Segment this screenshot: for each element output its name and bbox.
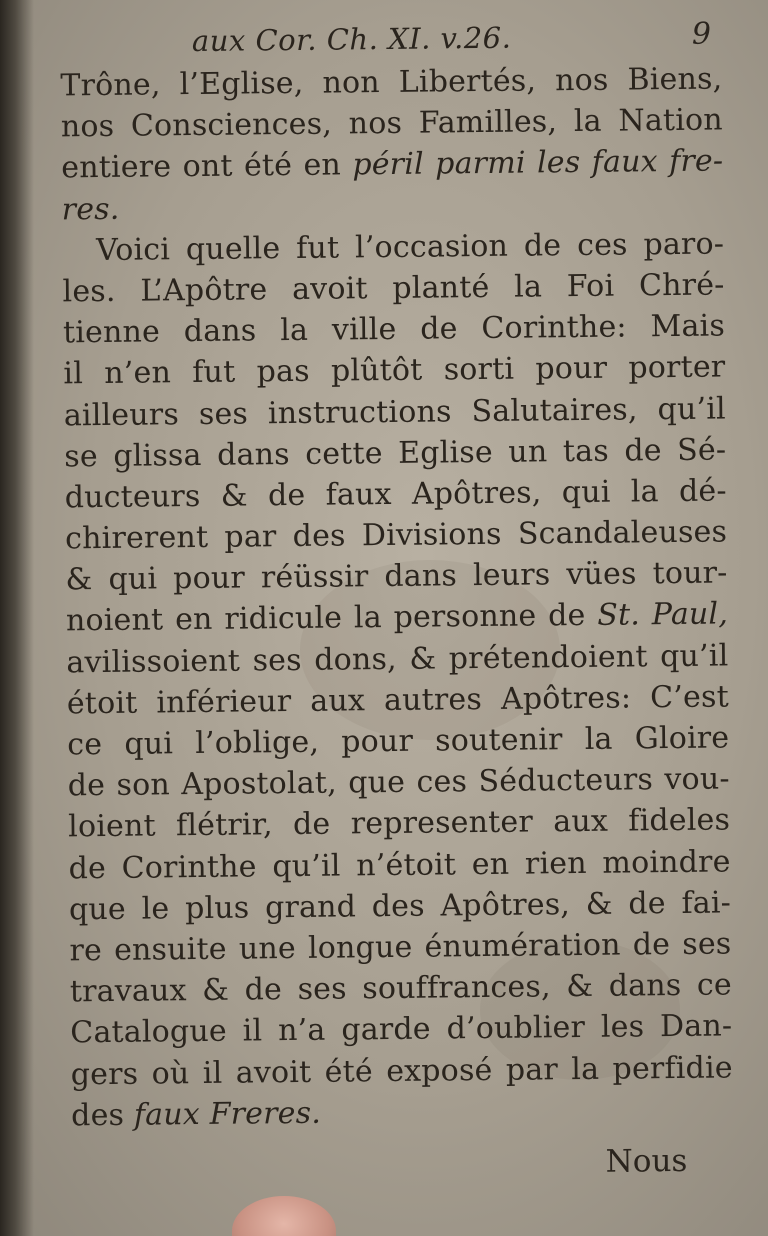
line-text: des xyxy=(71,1097,135,1134)
line-text: travaux & de ses souffrances, & dans ce xyxy=(69,967,733,1010)
text-line xyxy=(64,429,726,477)
text-line xyxy=(61,100,723,148)
line-text: se glissa dans cette Eglise un tas de Sé- xyxy=(64,432,727,475)
page-number: 9 xyxy=(691,16,712,52)
text-line xyxy=(63,306,725,354)
text-line xyxy=(69,882,731,930)
text-line xyxy=(70,965,732,1013)
text-line xyxy=(65,553,727,601)
line-text: que le plus grand des Apôtres, & de fai- xyxy=(68,885,732,928)
line-text: étoit inférieur aux autres Apôtres: C’est xyxy=(66,679,730,722)
text-line xyxy=(68,800,730,848)
text-line xyxy=(65,512,727,560)
text-line xyxy=(63,347,725,395)
text-line xyxy=(61,141,723,189)
text-line xyxy=(71,1088,733,1136)
line-text: entiere ont été en xyxy=(61,147,353,186)
text-line xyxy=(68,841,730,889)
line-text: & qui pour réüssir dans leurs vües tour- xyxy=(65,555,728,598)
line-text: nos Consciences, nos Familles, la Nation xyxy=(60,102,723,145)
italic-text: res. xyxy=(61,191,120,227)
text-line xyxy=(69,923,731,971)
line-text: noient en ridicule la personne de xyxy=(65,598,598,639)
text-line xyxy=(67,676,729,724)
line-text: loient flétrir, de representer aux fideles xyxy=(67,802,731,845)
line-text: il n’en fut pas plûtôt sorti pour porter xyxy=(63,349,726,392)
text-line xyxy=(62,223,724,271)
text-line xyxy=(68,759,730,807)
printed-page xyxy=(4,0,768,1236)
text-line xyxy=(67,717,729,765)
line-text: de Corinthe qu’il n’étoit en rien moindre xyxy=(68,844,731,886)
line-text: Catalogue il n’a garde d’oublier les Dan- xyxy=(70,1008,733,1051)
line-text: tienne dans la ville de Corinthe: Mais xyxy=(62,308,726,351)
line-text: gers où il avoit été exposé par la perfidie xyxy=(70,1049,733,1092)
line-text: Voici quelle fut l’occasion de ces paro- xyxy=(95,226,725,268)
text-line xyxy=(64,388,726,436)
italic-text: St. Paul, xyxy=(597,596,729,634)
italic-text: faux Freres. xyxy=(133,1095,322,1133)
line-text: chirerent par des Divisions Scandaleuses xyxy=(64,514,728,557)
text-line xyxy=(66,594,728,642)
line-text: les. L’Apôtre avoit planté la Foi Chré- xyxy=(62,267,725,310)
text-line xyxy=(62,264,724,312)
line-text: re ensuite une longue énumération de ses xyxy=(69,926,732,969)
line-text: ce qui l’oblige, pour soutenir la Gloire xyxy=(67,720,730,763)
text-line xyxy=(70,1006,732,1054)
line-text: ducteurs & de faux Apôtres, qui la dé- xyxy=(64,473,727,516)
text-line xyxy=(66,635,728,683)
line-text: de son Apostolat, que ces Séducteurs vou- xyxy=(67,761,730,804)
body-text xyxy=(60,58,733,1136)
catchword: Nous xyxy=(605,1142,688,1180)
text-line xyxy=(61,182,723,230)
text-line xyxy=(71,1047,733,1095)
italic-text: péril parmi les faux fre- xyxy=(352,143,724,183)
text-line xyxy=(65,470,727,518)
line-text: Trône, l’Eglise, non Libertés, nos Biens, xyxy=(60,61,723,104)
line-text: ailleurs ses instructions Salutaires, qu’il xyxy=(63,390,727,433)
running-head: aux Cor. Ch. XI. v.26. xyxy=(191,20,512,59)
line-text: avilissoient ses dons, & prétendoient qu’il xyxy=(66,638,729,681)
page-header xyxy=(4,14,762,66)
text-line xyxy=(60,58,722,106)
